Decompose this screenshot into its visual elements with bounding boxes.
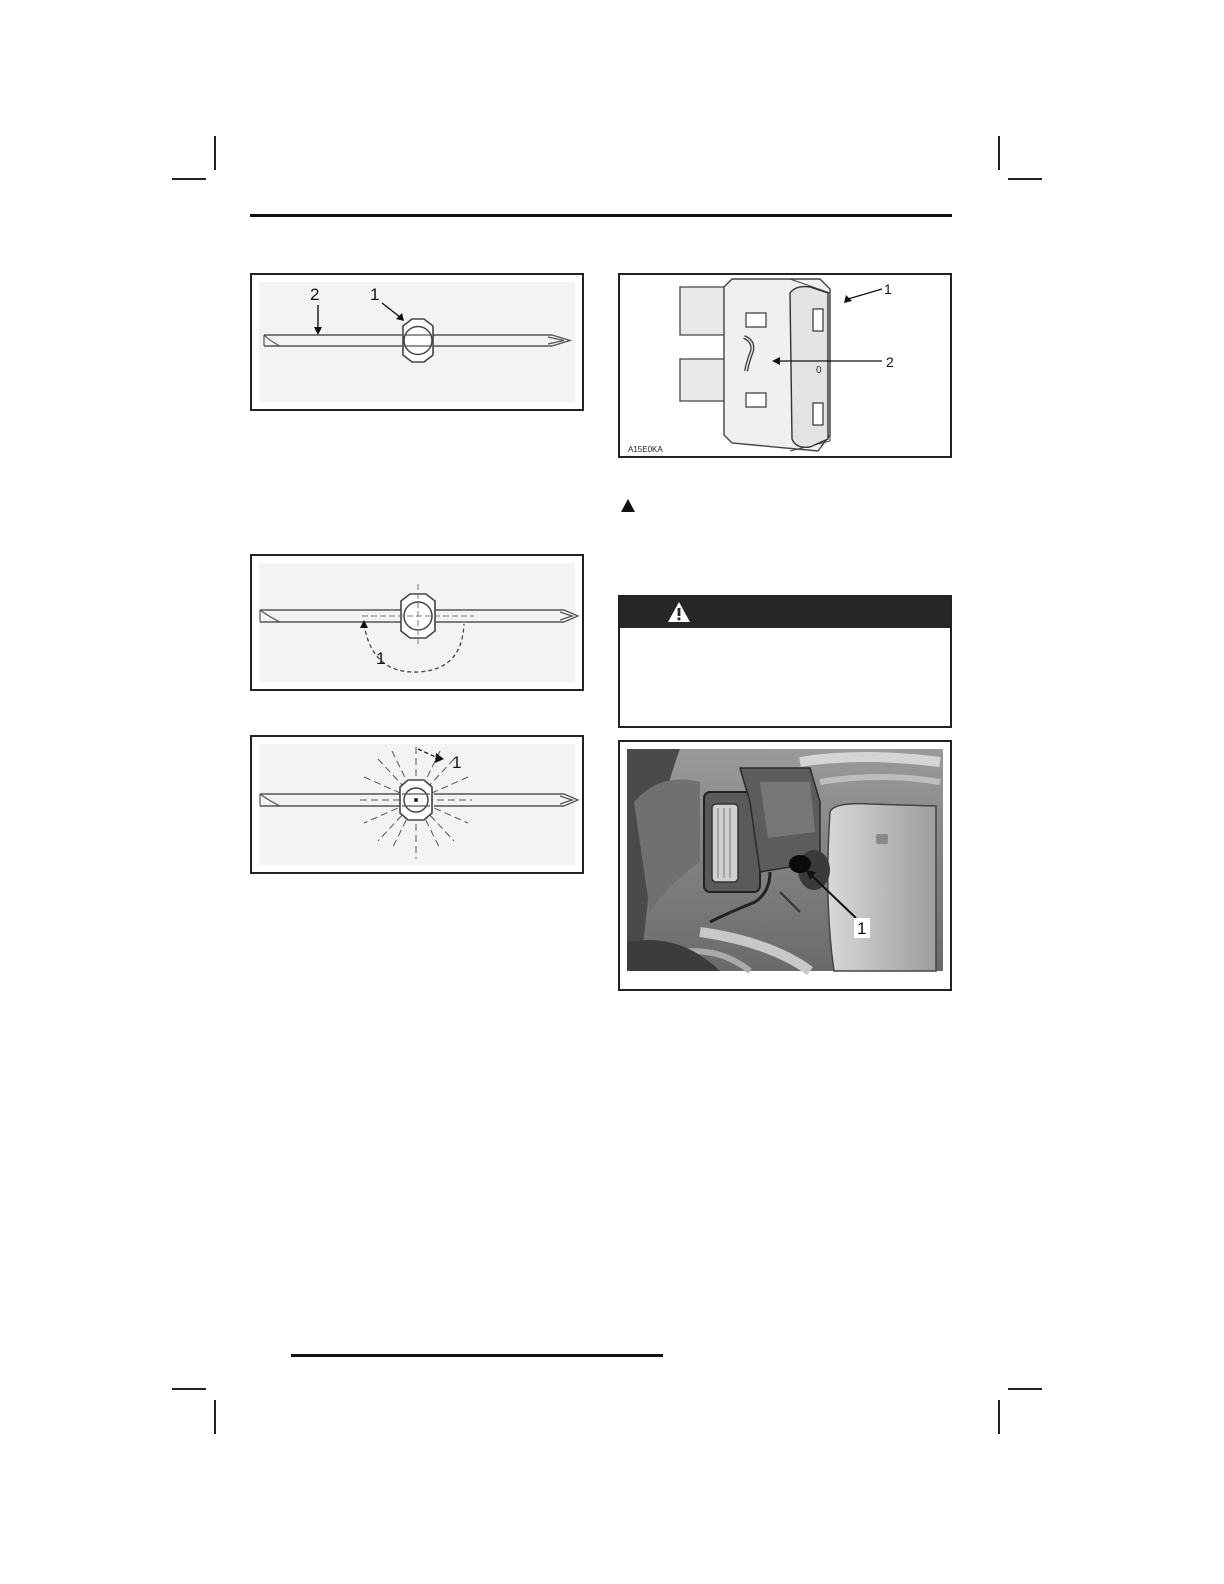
crop-mark-tr-h — [1008, 178, 1042, 180]
figure-rotation-arc — [250, 554, 584, 691]
crop-mark-bl-v — [214, 1400, 216, 1434]
warning-triangle-icon — [667, 601, 691, 623]
figure-engine-photo — [618, 740, 952, 991]
callout-1: 1 — [884, 281, 892, 297]
callout-2: 2 — [310, 285, 320, 304]
crop-mark-tr-v — [998, 136, 1000, 170]
callout-1: 1 — [452, 753, 462, 772]
figure-fuse-module — [618, 273, 952, 458]
callout-2: 2 — [886, 354, 894, 370]
crop-mark-br-v — [998, 1400, 1000, 1434]
crop-mark-tl-h — [172, 178, 206, 180]
figure-code: A15E0KA — [628, 445, 663, 454]
crop-mark-tl-v — [214, 136, 216, 170]
footer-rule — [291, 1354, 663, 1357]
header-rule — [250, 214, 952, 217]
callout-1: 1 — [370, 285, 380, 304]
figure-radial-marks — [250, 735, 584, 874]
figure-screwdriver-nut — [250, 273, 584, 411]
triangle-icon — [621, 499, 635, 517]
warning-box — [618, 595, 952, 728]
warning-header — [620, 597, 950, 628]
svg-text:0: 0 — [816, 365, 822, 376]
crop-mark-br-h — [1008, 1388, 1042, 1390]
crop-mark-bl-h — [172, 1388, 206, 1390]
callout-1: 1 — [376, 649, 386, 668]
callout-1: 1 — [857, 919, 867, 938]
